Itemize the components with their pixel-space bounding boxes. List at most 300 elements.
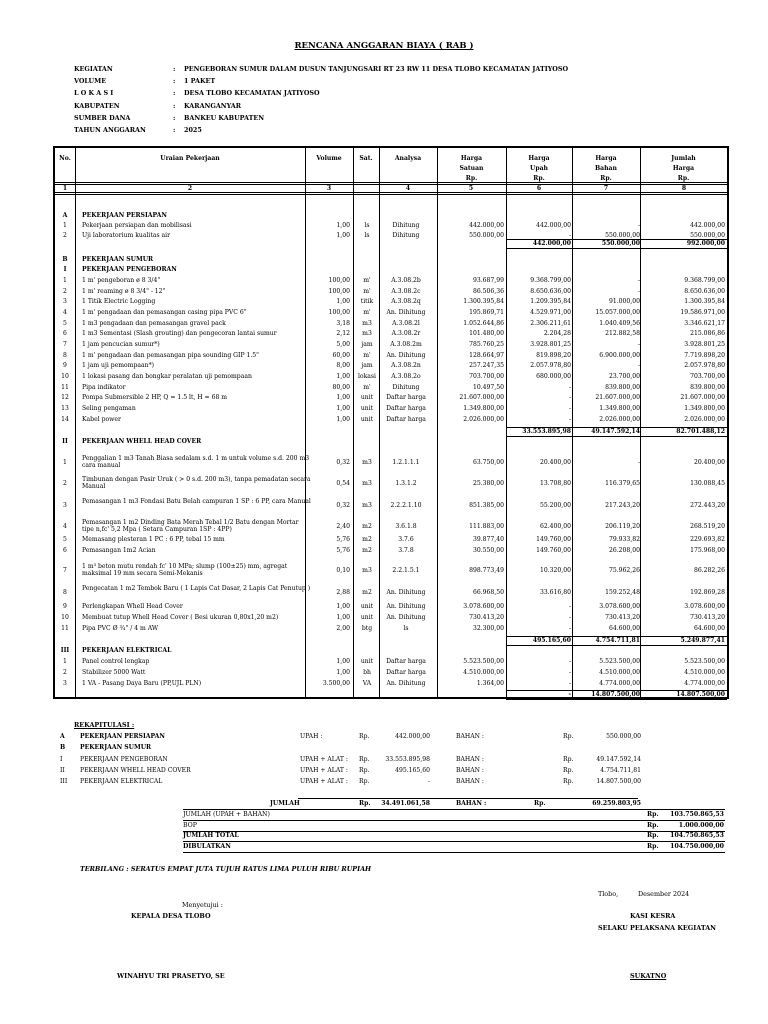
row-jumlah: 839.800,00 <box>690 384 725 391</box>
row-description: Memasang plesteran 1 PC : 6 PP, tebal 15 mm <box>82 536 225 543</box>
row-analysa: ls <box>403 625 409 632</box>
row-harga-upah: - <box>568 416 571 423</box>
row-harga-satuan: 257.247,35 <box>469 362 504 369</box>
row-jumlah: 9.368.799,00 <box>684 277 725 284</box>
left-signer-title: KEPALA DESA TLOBO <box>131 912 211 920</box>
subtotal-bahan: 550.000,00 <box>601 240 640 247</box>
row-analysa: 1.2.1.1.1 <box>392 458 420 466</box>
table-row <box>55 222 727 230</box>
table-row <box>55 320 727 328</box>
row-jumlah: 3.928.801,25 <box>684 341 725 348</box>
column-number: 1 <box>62 185 68 192</box>
row-unit: m3 <box>362 566 372 574</box>
table-row <box>55 498 727 512</box>
final-line <box>183 841 725 842</box>
table-row <box>55 658 727 666</box>
final-value: 103.750.865,53 <box>670 811 724 818</box>
row-analysa: Daftar harga <box>386 658 426 665</box>
rekap-jumlah-upah: 34.491.061,58 <box>381 800 430 807</box>
table-row <box>55 416 727 424</box>
row-jumlah: 215.086,86 <box>690 330 725 337</box>
row-volume: 2,12 <box>336 330 350 337</box>
subtotal-bahan: 14.807.500,00 <box>591 691 640 698</box>
subtotal-line <box>506 699 727 700</box>
rekap-bahan-label: BAHAN : <box>456 733 484 740</box>
table-row <box>55 563 727 577</box>
header-jumlah-harga: Jumlah Harga Rp. <box>671 155 696 182</box>
row-harga-upah: - <box>568 625 571 632</box>
final-value: 104.750.000,00 <box>670 843 724 850</box>
table-row <box>55 625 727 633</box>
row-number: 9 <box>63 603 67 610</box>
meta-colon: : <box>173 113 176 122</box>
row-harga-satuan: 32.300,00 <box>472 625 504 632</box>
table-row <box>55 669 727 677</box>
row-jumlah: 3.078.600,00 <box>684 603 725 610</box>
table-row <box>55 277 727 285</box>
row-number: 10 <box>61 614 69 621</box>
row-description: 1 m3 Sementasi (Slash grouting) dan pengecoran lantai sumur <box>82 330 277 337</box>
row-unit: jam <box>361 362 373 369</box>
row-description: 1 jam uji pemompaan*) <box>82 362 155 369</box>
rekap-no: I <box>60 756 63 763</box>
row-jumlah: 192.869,28 <box>690 588 725 596</box>
row-description: Membuat tutup Whell Head Cover ( Besi ukuran 0,80x1,20 m2) <box>82 614 279 621</box>
subtotal-row <box>55 637 727 645</box>
row-jumlah: 2.057.978,80 <box>684 362 725 369</box>
row-description: Pemasangan 1 m2 Dinding Bata Merah Tebal 1/2 Batu dengan Mortar tipe n,fc' 5,2 Mpa ( Setara Campuran 1SP : 4PP) <box>82 519 299 533</box>
row-unit: unit <box>360 603 374 610</box>
row-description: Panel control lengkap <box>82 658 150 665</box>
row-analysa: Daftar harga <box>386 669 426 676</box>
row-number: 5 <box>63 320 67 327</box>
row-unit: VA <box>362 680 372 687</box>
row-harga-upah: 20.400,00 <box>539 458 571 466</box>
row-unit: btg <box>361 625 373 632</box>
rekap-label: PEKERJAAN ELEKTRICAL <box>80 778 163 785</box>
subtotal-upah: 442.000,00 <box>532 240 571 247</box>
row-harga-satuan: 39.877,40 <box>472 536 504 543</box>
row-volume: 1,00 <box>336 416 350 423</box>
row-harga-satuan: 128.664,97 <box>469 352 504 359</box>
row-description: Pemasangan 1 m3 Fondasi Batu Belah campuran 1 SP : 6 PP, cara Manual <box>82 498 311 505</box>
row-volume: 2,88 <box>336 588 350 596</box>
table-row <box>55 394 727 402</box>
row-volume: 1,00 <box>336 405 350 412</box>
row-description: PEKERJAAN ELEKTRICAL <box>82 647 172 654</box>
row-unit: m3 <box>362 458 372 466</box>
row-harga-upah: - <box>568 394 571 401</box>
table-row <box>55 362 727 370</box>
subtotal-jumlah: 992.000,00 <box>686 240 725 247</box>
row-harga-bahan: 4.774.000,00 <box>599 680 640 687</box>
row-number: 6 <box>63 547 67 554</box>
meta-key: TAHUN ANGGARAN <box>74 126 146 134</box>
terbilang: TERBILANG : SERATUS EMPAT JUTA TUJUH RATUS LIMA PULUH RIBU RUPIAH <box>80 865 372 873</box>
rekap-rp: Rp. <box>563 733 574 740</box>
header-harga-satuan: Harga Satuan Rp. <box>459 155 484 182</box>
row-volume: 60,00 <box>332 352 350 359</box>
rekap-row <box>0 756 768 764</box>
row-harga-bahan: 26.208,00 <box>608 547 640 554</box>
final-label: JUMLAH (UPAH + BAHAN) <box>183 811 270 818</box>
rekap-bahan: 4.754.711,81 <box>600 767 641 774</box>
row-description: PEKERJAAN PENGEBORAN <box>82 266 177 273</box>
row-description: 1 m' pengadaan dan pemasangan pipa sounding GIP 1.5" <box>82 352 259 359</box>
row-unit: m' <box>363 384 371 391</box>
row-harga-bahan: 839.800,00 <box>605 384 640 391</box>
rekap-upah-label: UPAH + ALAT : <box>300 756 348 763</box>
row-unit: lokasi <box>357 373 377 380</box>
row-analysa: 3.6.1.8 <box>395 522 417 530</box>
row-volume: 0,54 <box>336 479 350 487</box>
row-description: Pemasangan 1m2 Acian <box>82 547 156 554</box>
row-analysa: Dihitung <box>392 222 420 229</box>
row-harga-satuan: 1.349.800,00 <box>463 405 504 412</box>
row-analysa: A.3.08.2b <box>391 277 421 284</box>
row-harga-upah: 2.057.978,80 <box>530 362 571 369</box>
right-signer-title: KASI KESRA <box>630 912 676 920</box>
table-row <box>55 603 727 611</box>
row-harga-satuan: 442.000,00 <box>469 222 504 229</box>
table-row <box>55 298 727 306</box>
table-row <box>55 384 727 392</box>
row-jumlah: 5.523.500,00 <box>684 658 725 665</box>
rekap-bahan-label: BAHAN : <box>456 778 484 785</box>
row-volume: 2,00 <box>336 625 350 632</box>
row-harga-upah: 2.204,28 <box>543 330 571 337</box>
meta-key: L O K A S I <box>74 89 114 98</box>
rab-table <box>53 146 729 699</box>
subtotal-jumlah: 82.701.488,12 <box>676 428 725 435</box>
column-number: 7 <box>603 185 609 192</box>
row-number: 10 <box>61 373 69 380</box>
column-number: 8 <box>681 185 687 192</box>
row-harga-bahan: 1.040.409,56 <box>599 320 640 327</box>
rekap-row <box>0 733 768 741</box>
row-analysa: 3.7.8 <box>398 547 414 554</box>
row-description: 1 jam pencucian sumur*) <box>82 341 160 348</box>
row-jumlah: 86.282,26 <box>693 566 725 574</box>
row-number: 8 <box>63 352 67 359</box>
row-description: Penggalian 1 m3 Tanah Biasa sedalam s.d. 1 m untuk volume s.d. 200 m3 cara manual <box>82 455 310 469</box>
header-harga-bahan: Harga Bahan Rp. <box>595 155 617 182</box>
row-volume: 1,00 <box>336 394 350 401</box>
row-harga-bahan: 206.119,20 <box>605 522 640 530</box>
row-jumlah: 703.700,00 <box>690 373 725 380</box>
rekap-upah-label: UPAH : <box>300 733 323 740</box>
final-label: BOP <box>183 822 197 829</box>
row-analysa: Daftar harga <box>386 416 426 423</box>
rekap-row <box>0 778 768 786</box>
table-row <box>55 288 727 296</box>
row-harga-upah: - <box>568 658 571 665</box>
row-description: PEKERJAAN WHELL HEAD COVER <box>82 438 202 445</box>
row-harga-bahan: 15.057.000,00 <box>595 309 640 316</box>
row-harga-satuan: 1.052.644,86 <box>463 320 504 327</box>
final-label: DIBULATKAN <box>183 843 231 850</box>
row-number: 3 <box>63 298 67 305</box>
row-description: 1 m3 pengadaan dan pemasangan gravel pack <box>82 320 226 327</box>
final-row <box>0 843 768 851</box>
final-row <box>0 811 768 819</box>
row-volume: 80,00 <box>332 384 350 391</box>
row-number: 1 <box>63 658 67 665</box>
row-unit: m3 <box>362 479 372 487</box>
row-description: Perlengkapan Whell Head Cover <box>82 603 183 610</box>
column-number: 5 <box>468 185 474 192</box>
row-harga-satuan: 63.750,00 <box>472 458 504 466</box>
row-jumlah: 730.413,20 <box>690 614 725 621</box>
row-harga-upah: 10.320,00 <box>539 566 571 574</box>
row-analysa: 3.7.6 <box>398 536 414 543</box>
column-number: 4 <box>405 185 411 192</box>
row-volume: 5,00 <box>336 341 350 348</box>
final-value: 104.750.865,53 <box>670 832 724 839</box>
final-line <box>183 809 725 810</box>
section-row <box>55 256 727 264</box>
row-unit: m' <box>363 352 371 359</box>
row-number: III <box>60 647 70 654</box>
row-harga-satuan: 66.968,50 <box>472 588 504 596</box>
subtotal-row <box>55 240 727 248</box>
section-row <box>55 647 727 655</box>
row-harga-upah: 33.616,80 <box>539 588 571 596</box>
row-unit: m3 <box>362 330 372 337</box>
row-analysa: A.3.08.2n <box>391 362 421 369</box>
row-description: Uji laboratorium kualitas air <box>82 232 171 239</box>
row-number: 1 <box>63 222 67 229</box>
rekap-rp: Rp. <box>359 733 370 740</box>
row-harga-bahan: 5.523.500,00 <box>599 658 640 665</box>
row-analysa: A.3.08.2l <box>392 320 420 327</box>
row-number: 2 <box>63 288 67 295</box>
sign-place: Tlobo, <box>598 890 619 898</box>
header-volume: Volume <box>316 155 342 162</box>
row-analysa: A.3.08.2r <box>391 330 421 337</box>
row-jumlah: 175.968,00 <box>690 547 725 554</box>
row-number: 12 <box>61 394 69 401</box>
row-volume: 1,00 <box>336 603 350 610</box>
row-number: 7 <box>63 566 67 574</box>
row-harga-bahan: 79.933,82 <box>608 536 640 543</box>
row-description: Stabilizer 5000 Watt <box>82 669 146 676</box>
row-harga-satuan: 86.506,36 <box>472 288 504 295</box>
row-jumlah: 19.586.971,00 <box>680 309 725 316</box>
row-analysa: Daftar harga <box>386 405 426 412</box>
row-harga-upah: 819.898,20 <box>536 352 571 359</box>
row-description: Pekerjaan persiapan dan mobilisasi <box>82 222 192 229</box>
row-volume: 100,00 <box>328 288 350 295</box>
meta-key: VOLUME <box>74 77 107 86</box>
row-unit: unit <box>360 405 374 412</box>
row-volume: 0,32 <box>336 501 350 509</box>
rekap-no: III <box>60 778 68 785</box>
meta-value: BANKEU KABUPATEN <box>184 113 265 122</box>
final-rp: Rp. <box>647 832 659 839</box>
column-number: 3 <box>326 185 332 192</box>
row-volume: 1,00 <box>336 232 350 239</box>
row-harga-satuan: 25.380,00 <box>472 479 504 487</box>
row-volume: 3.500,00 <box>322 680 350 687</box>
row-jumlah: 272.443,20 <box>690 501 725 509</box>
rekap-no: II <box>60 767 65 774</box>
row-unit: unit <box>360 614 374 621</box>
meta-value: KARANGANYAR <box>184 101 242 110</box>
final-value: 1.000.000,00 <box>678 822 724 829</box>
row-harga-satuan: 10.497,50 <box>472 384 504 391</box>
row-description: 1 m' reaming ø 8 3/4" - 12" <box>82 288 166 295</box>
row-volume: 1,00 <box>336 222 350 229</box>
row-jumlah: 64.600,00 <box>693 625 725 632</box>
rekap-rp: Rp. <box>534 800 546 807</box>
row-harga-bahan: 64.600,00 <box>608 625 640 632</box>
row-description: Timbunan dengan Pasir Uruk ( > 0 s.d. 200 m3), tanpa pemadatan secara Manual <box>82 476 311 490</box>
final-row <box>0 832 768 840</box>
row-description: Pompa Submersible 2 HP, Q = 1.5 lt, H = 68 m <box>82 394 228 401</box>
meta-key: SUMBER DANA <box>74 113 131 122</box>
row-harga-bahan: - <box>637 362 640 369</box>
table-row <box>55 330 727 338</box>
row-analysa: An. Dihitung <box>386 588 426 596</box>
row-description: 1 m³ beton mutu rendah fc' 10 MPa; slump (100±25) mm, agregat maksimal 19 mm secara Semi-Mekanis <box>82 563 288 577</box>
row-volume: 0,10 <box>336 566 350 574</box>
meta-key: KABUPATEN <box>74 101 120 110</box>
table-row <box>55 352 727 360</box>
row-harga-bahan: 730.413,20 <box>605 614 640 621</box>
row-harga-satuan: 3.078.600,00 <box>463 603 504 610</box>
row-description: 1 VA - Pasang Daya Baru (PP,UJL PLN) <box>82 680 202 687</box>
row-unit: m3 <box>362 320 372 327</box>
header-harga-upah: Harga Upah Rp. <box>528 155 550 182</box>
row-analysa: Dihitung <box>392 232 420 239</box>
row-volume: 100,00 <box>328 277 350 284</box>
final-row <box>0 822 768 830</box>
rekap-upah: 442.000,00 <box>395 733 430 740</box>
row-harga-satuan: 898.773,49 <box>469 566 504 574</box>
row-harga-upah: 149.760,00 <box>536 536 571 543</box>
rekap-title: REKAPITULASI : <box>74 721 135 729</box>
row-harga-satuan: 93.687,99 <box>472 277 504 284</box>
row-number: II <box>62 438 68 445</box>
final-rp: Rp. <box>647 843 659 850</box>
row-harga-bahan: - <box>637 341 640 348</box>
rekap-no: B <box>60 744 66 751</box>
row-analysa: A.3.08.2o <box>391 373 421 380</box>
subtotal-jumlah: 5.249.877,41 <box>680 637 725 644</box>
subtotal-bahan: 49.147.592,14 <box>591 428 640 435</box>
rekap-label: PEKERJAAN WHELL HEAD COVER <box>80 767 191 774</box>
subtotal-upah: 495.165,60 <box>532 637 571 644</box>
meta-key: KEGIATAN <box>74 65 113 73</box>
row-jumlah: 1.349.800,00 <box>684 405 725 412</box>
document-title: RENCANA ANGGARAN BIAYA ( RAB ) <box>294 41 474 51</box>
row-volume: 2,40 <box>336 522 350 530</box>
row-number: I <box>63 266 67 273</box>
row-harga-upah: - <box>568 232 571 239</box>
table-row <box>55 519 727 533</box>
row-number: 1 <box>63 458 67 466</box>
rekap-bahan-label: BAHAN : <box>456 767 484 774</box>
row-unit: unit <box>360 416 374 423</box>
row-harga-bahan: 75.962,26 <box>608 566 640 574</box>
row-number: 11 <box>61 625 69 632</box>
row-analysa: An. Dihitung <box>386 309 426 316</box>
meta-colon: : <box>173 89 176 98</box>
row-unit: ls <box>364 222 370 229</box>
row-jumlah: 7.719.898,20 <box>684 352 725 359</box>
rekap-bahan-label: BAHAN : <box>456 756 484 763</box>
final-rp: Rp. <box>647 811 659 818</box>
rekap-row <box>0 744 768 752</box>
section-row <box>55 438 727 446</box>
row-description: Kabel power <box>82 416 121 423</box>
row-harga-bahan: 159.252,48 <box>605 588 640 596</box>
row-harga-bahan: 6.900.000,00 <box>599 352 640 359</box>
subtotal-bahan: 4.754.711,81 <box>595 637 640 644</box>
row-harga-bahan: - <box>637 222 640 229</box>
row-analysa: An. Dihitung <box>386 614 426 621</box>
row-jumlah: 4.510.000,00 <box>684 669 725 676</box>
column-number: 2 <box>187 185 193 192</box>
row-harga-bahan: - <box>637 277 640 284</box>
table-row <box>55 309 727 317</box>
left-signer-name: WINAHYU TRI PRASETYO, SE <box>117 972 225 980</box>
rekap-line <box>298 798 638 799</box>
right-signer-role: SELAKU PELAKSANA KEGIATAN <box>598 924 717 932</box>
meta-colon: : <box>173 101 176 110</box>
row-volume: 1,00 <box>336 614 350 621</box>
row-harga-bahan: 23.700,00 <box>608 373 640 380</box>
row-harga-satuan: 30.550,00 <box>472 547 504 554</box>
row-description: Pipa PVC Ø ¾" / 4 m AW <box>82 625 159 632</box>
rekap-no: A <box>60 733 65 740</box>
row-harga-bahan: 21.607.000,00 <box>595 394 640 401</box>
row-harga-upah: 2.306.211,61 <box>530 320 571 327</box>
row-number: 2 <box>63 479 67 487</box>
table-row <box>55 614 727 622</box>
table-row <box>55 585 727 599</box>
row-description: PEKERJAAN PERSIAPAN <box>82 212 167 219</box>
rekap-rp: Rp. <box>563 756 574 763</box>
rekap-upah: 33.553.895,98 <box>385 756 430 763</box>
row-unit: m' <box>363 309 371 316</box>
row-harga-upah: - <box>568 614 571 621</box>
row-description: 1 lokasi pasang dan bongkar peralatan uji pemompaan <box>82 373 252 380</box>
row-volume: 8,00 <box>336 362 350 369</box>
rekap-rp: Rp. <box>563 778 574 785</box>
row-unit: unit <box>360 658 374 665</box>
rekap-upah: 495.165,60 <box>395 767 430 774</box>
row-unit: m' <box>363 288 371 295</box>
final-line <box>183 852 725 853</box>
table-row <box>55 373 727 381</box>
row-jumlah: 130.088,45 <box>690 479 725 487</box>
row-unit: unit <box>360 394 374 401</box>
table-row <box>55 680 727 688</box>
row-volume: 1,00 <box>336 669 350 676</box>
row-harga-upah: 680.000,00 <box>536 373 571 380</box>
meta-value: PENGEBORAN SUMUR DALAM DUSUN TANJUNGSARI RT 23 RW 11 DESA TLOBO KECAMATAN JATIYOSO <box>184 65 569 73</box>
row-number: B <box>62 256 68 263</box>
row-number: A <box>62 212 68 219</box>
row-harga-upah: 442.000,00 <box>536 222 571 229</box>
sign-date: Desember 2024 <box>638 890 690 898</box>
row-jumlah: 268.519,20 <box>690 522 725 530</box>
row-harga-bahan: 1.349.800,00 <box>599 405 640 412</box>
row-harga-bahan: 4.510.000,00 <box>599 669 640 676</box>
row-harga-satuan: 550.000,00 <box>469 232 504 239</box>
